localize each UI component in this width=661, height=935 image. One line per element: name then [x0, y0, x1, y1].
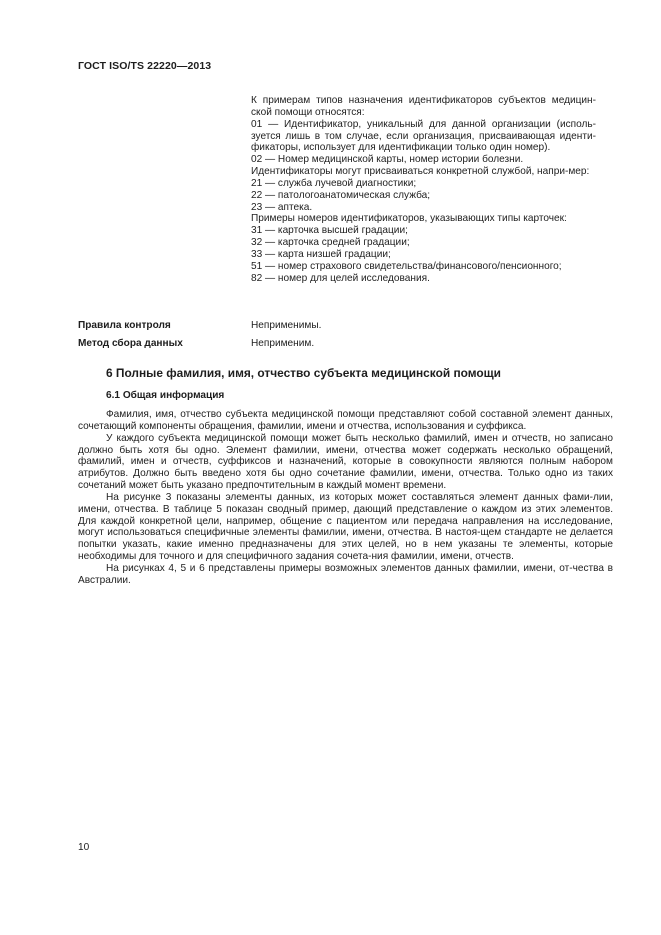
example-item-51: 51 — номер страхового свидетельства/финансового/пенсионного; [251, 260, 562, 272]
example-item-01: 01 — Идентификатор, уникальный для данной организации (исполь-зуется лишь в том случае, если организация, присваивающая иденти-фикаторы, использует для идентификации только один номер). [251, 118, 596, 154]
method-label: Метод сбора данных [78, 338, 183, 349]
rules-label: Правила контроля [78, 320, 171, 331]
card-intro: Примеры номеров идентификаторов, указывающих типы карточек: [251, 213, 567, 225]
example-item-02: 02 — Номер медицинской карты, номер истории болезни. [251, 154, 524, 166]
page-number: 10 [78, 842, 90, 853]
service-intro: Идентификаторы могут присваиваться конкретной службой, напри-мер: [251, 166, 590, 178]
identifier-examples [251, 95, 596, 285]
example-item-33: 33 — карта низшей градации; [251, 248, 391, 260]
document-header: ГОСТ ISO/TS 22220—2013 [78, 60, 212, 72]
subsection-title: 6.1 Общая информация [106, 390, 225, 401]
example-item-82: 82 — номер для целей исследования. [251, 272, 430, 284]
example-item-22: 22 — патологоанатомическая служба; [251, 189, 431, 201]
example-item-32: 32 — карточка средней градации; [251, 237, 410, 249]
examples-intro: К примерам типов назначения идентификаторов субъектов медицин-ской помощи относятся: [251, 95, 596, 118]
paragraph: У каждого субъекта медицинской помощи может быть несколько фамилий, имен и отчеств, но записано должно быть хотя бы одно. Элемент фамилии, имени, отчества может содержать несколько обращений, фамилий, имен и отчеств, суффиксов и назначений, которые в совокупности являются полным набором атрибутов. Должно быть введено хотя бы одно сочетание фамилии, имени, отчества. Только одно из таких сочетаний может быть указано предпочтительным в каждый момент времени. [78, 432, 613, 492]
section-title: 6 Полные фамилия, имя, отчество субъекта медицинской помощи [106, 366, 501, 380]
method-value: Неприменим. [251, 338, 315, 349]
example-item-21: 21 — служба лучевой диагностики; [251, 177, 417, 189]
paragraph: На рисунке 3 показаны элементы данных, из которых может составляться элемент данных фами-лии, имени, отчества. В таблице 5 показан сводный пример, дающий представление о каждом из этих элементов. Для каждой конкретной цели, например, общение с пациентом или передача направления на исследование, могут использоваться специфичные элементы фамилии, имени, отчества. В настоя-щем стандарте не делается попытки указать, какие именно предназначены для этих целей, но в нем указаны те элементы, которые необходимы для точного и для специфичного задания сочета-ния фамилии, имени, отчеств. [78, 491, 613, 563]
paragraph: На рисунках 4, 5 и 6 представлены примеры возможных элементов данных фамилии, имени, от-чества в Австралии. [78, 562, 613, 586]
section-body [78, 409, 613, 587]
example-item-23: 23 — аптека. [251, 201, 313, 213]
example-item-31: 31 — карточка высшей градации; [251, 225, 408, 237]
rules-value: Неприменимы. [251, 320, 322, 331]
paragraph: Фамилия, имя, отчество субъекта медицинской помощи представляют собой составной элемент данных, сочетающий компоненты обращения, фамилии, имени и отчества, использования и суффикса. [78, 409, 613, 432]
